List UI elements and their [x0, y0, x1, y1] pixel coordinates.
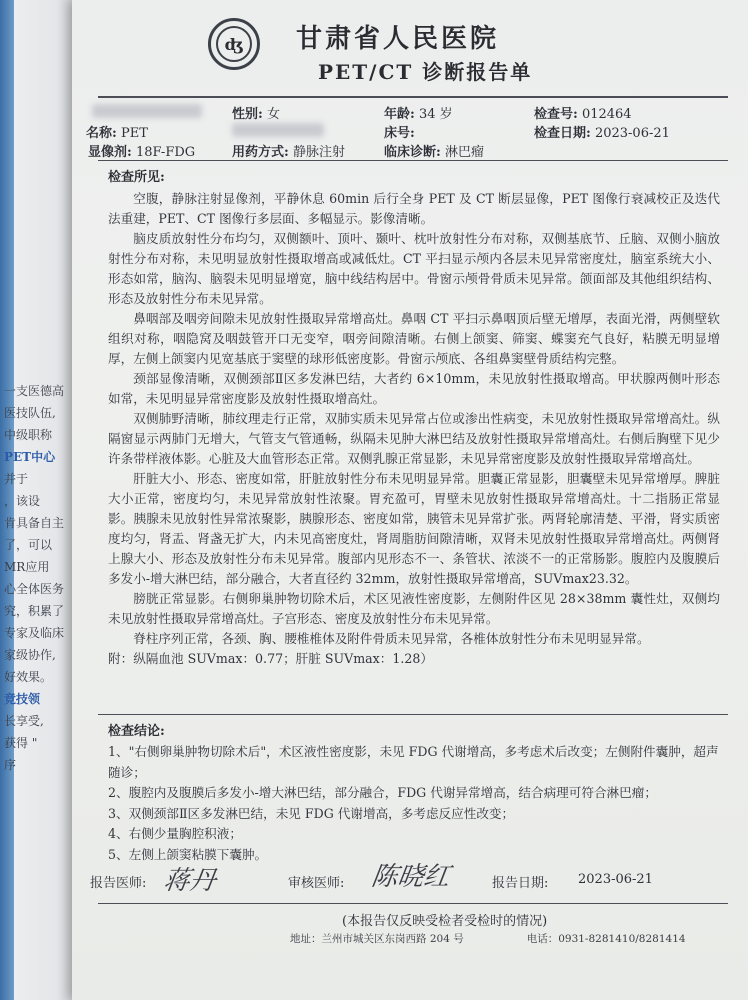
- background-page-text: [0, 380, 80, 776]
- footer-rule: [98, 903, 728, 904]
- exam-type-value: PET: [120, 126, 148, 141]
- gender-value: 女: [266, 107, 280, 122]
- exam-date-value: 2023-06-21: [594, 126, 670, 141]
- report-date-label: 报告日期:: [492, 876, 549, 891]
- bg-fragment: PET中心: [4, 450, 56, 464]
- header-rule: [98, 96, 728, 98]
- age-value: 34 岁: [418, 107, 453, 122]
- bg-fragment: 家级协作,: [4, 648, 56, 662]
- findings-paragraph: 双侧肺野清晰，肺纹理走行正常，双肺实质未见异常占位或渗出性病变，未见放射性摄取异常增高灶。纵隔窗显示两肺门无增大，气管支气管通畅，纵隔未见肿大淋巴结及放射性摄取异常增高灶。右侧后胸壁下见少许条带样液体影。心脏及大血管形态正常。双侧乳腺正常显影，未见异常密度影及放射性摄取异常增高灶。: [108, 411, 720, 466]
- exam-type-label: 名称:: [86, 126, 117, 141]
- report-sheet: [72, 0, 748, 1000]
- exam-no-field: [534, 103, 632, 122]
- findings-heading: 检查所见:: [108, 170, 165, 185]
- age-label: 年龄:: [384, 107, 415, 122]
- conclusion-heading: 检查结论:: [108, 724, 165, 739]
- bg-fragment: 获得 ": [4, 736, 38, 750]
- method-field: [232, 141, 345, 160]
- findings-paragraph: 膀胱正常显影。右侧卵巢肿物切除术后，术区见液性密度影，左侧附件区见 28×38mm 囊性灶，双侧均未见放射性摄取异常增高灶。子宫形态、密度及放射性分布未见异常。: [108, 591, 720, 626]
- hospital-logo-icon: [208, 18, 260, 70]
- bg-fragment: 好效果。: [4, 670, 53, 684]
- exam-type-field: [86, 122, 148, 141]
- logo-inner: ʤ: [216, 26, 252, 62]
- reporter-signature: 蒋丹: [161, 866, 218, 896]
- conclusion-item: 5、左侧上颌窦粘膜下囊肿。: [108, 846, 268, 862]
- method-value: 静脉注射: [292, 145, 345, 160]
- suv-reference: 附：纵隔血池 SUVmax：0.77；肝脏 SUVmax：1.28）: [108, 651, 433, 666]
- bg-fragment: 中级职称: [4, 428, 53, 442]
- conclusion-body: [108, 742, 720, 866]
- findings-paragraph: 空腹，静脉注射显像剂，平静休息 60min 后行全身 PET 及 CT 断层显像，PET 图像行衰减校正及迭代法重建，PET、CT 图像行多层面、多幅显示。影像清晰。: [108, 191, 720, 226]
- bg-fragment: 并于: [4, 472, 29, 486]
- conclusion-item: 3、双侧颈部Ⅱ区多发淋巴结，未见 FDG 代谢增高，多考虑反应性改变；: [108, 805, 515, 821]
- findings-paragraph: 肝脏大小、形态、密度如常，肝脏放射性分布未见明显异常。胆囊正常显影，胆囊壁未见异常增厚。脾脏大小正常，密度均匀，未见异常放射性浓聚。胃充盈可，胃壁未见放射性摄取异常增高灶。十二指肠正常显影。胰腺未见放射性异常浓聚影，胰腺形态、密度如常，胰管未见异常扩张。两肾轮廓清楚、平滑，肾实质密度均匀，肾盂、肾盏无扩大，内未见高密度灶，肾周脂肪间隙清晰，双肾未见放射性摄取异常增高灶。两侧肾上腺大小、形态及放射性分布未见异常。腹部内见形态不一、条管状、浓淡不一的正常肠影。腹腔内及腹膜后多发小-增大淋巴结，部分融合，大者直径约 32mm，放射性摄取异常增高，SUVmax23.32。: [108, 471, 720, 586]
- conclusion-item: 4、右侧少量胸腔积液；: [108, 826, 242, 842]
- bed-label: 床号:: [384, 126, 415, 141]
- gender-field: [232, 103, 280, 122]
- exam-date-label: 检查日期:: [534, 126, 591, 141]
- info-rule: [98, 160, 728, 161]
- bed-field: [384, 122, 415, 141]
- diagnosis-value: 淋巴瘤: [444, 145, 484, 160]
- bg-fragment: 序: [4, 758, 17, 772]
- patient-name-redacted: [92, 103, 202, 118]
- conclusion-item: 2、腹腔内及腹膜后多发小-增大淋巴结，部分融合，FDG 代谢异常增高，结合病理可符合淋巴瘤；: [108, 785, 657, 801]
- findings-paragraph: 鼻咽部及咽旁间隙未见放射性摄取异常增高灶。鼻咽 CT 平扫示鼻咽顶后壁无增厚，表面光滑，两侧壁软组织对称，咽隐窝及咽鼓管开口无变窄，咽旁间隙清晰。右侧上颌窦、筛窦、蝶窦充气良好，粘膜无明显增厚，左侧上颌窦内见宽基底于窦壁的球形低密度影。骨窗示颅底、各组鼻窦壁骨质结构完整。: [108, 311, 720, 366]
- bg-fragment: 医技队伍,: [4, 406, 56, 420]
- diagnosis-label: 临床诊断:: [384, 145, 441, 160]
- findings-paragraph: 脊柱序列正常，各颈、胸、腰椎椎体及附件骨质未见异常，各椎体放射性分布未见明显异常。: [133, 631, 650, 646]
- bg-fragment: 专家及临床: [4, 626, 65, 640]
- redacted-field: [232, 122, 324, 137]
- findings-paragraph: 颈部显像清晰，双侧颈部Ⅱ区多发淋巴结，大者约 6×10mm，未见放射性摄取增高。甲状腺两侧叶形态如常，未见明显异常密度影及放射性摄取增高灶。: [108, 371, 720, 406]
- exam-no-value: 012464: [581, 107, 632, 122]
- conclusion-rule: [98, 714, 728, 715]
- report-title: PET/CT 诊断报告单: [318, 60, 533, 84]
- bg-fragment: 一支医德高: [4, 384, 65, 398]
- tracer-label: 显像剂:: [88, 145, 132, 160]
- bg-fragment: 心全体医务: [4, 582, 65, 596]
- bg-fragment: 了，可以: [4, 538, 53, 552]
- bg-fragment: 肯具备自主: [4, 516, 65, 530]
- findings-body: [108, 189, 720, 669]
- bg-fragment: ，该设: [4, 494, 41, 508]
- findings-paragraph: 脑皮质放射性分布均匀，双侧额叶、顶叶、颞叶、枕叶放射性分布对称，双侧基底节、丘脑、双侧小脑放射性分布对称，未见明显放射性摄取增高或减低灶。CT 平扫显示颅内各层未见异常密度灶，脑室系统大小、形态如常，脑沟、脑裂未见明显增宽，脑中线结构居中。骨窗示颅骨骨质未见异常。颌面部及其他组织结构、形态及放射性分布未见异常。: [108, 231, 720, 306]
- age-field: [384, 103, 453, 122]
- gender-label: 性别:: [232, 107, 263, 122]
- bg-fragment: 竞技领: [4, 692, 41, 706]
- bg-fragment: 长享受,: [4, 714, 44, 728]
- hospital-name: 甘肃省人民医院: [296, 24, 500, 54]
- tracer-value: 18F-FDG: [135, 145, 196, 160]
- exam-no-label: 检查号:: [534, 107, 578, 122]
- method-label: 用药方式:: [232, 145, 289, 160]
- report-date-value: 2023-06-21: [578, 872, 653, 887]
- bg-fragment: 究，积累了: [4, 604, 65, 618]
- exam-date-field: [534, 122, 670, 141]
- reviewer-signature: 陈晓红: [369, 862, 452, 892]
- diagnosis-field: [384, 141, 484, 160]
- conclusion-item: 1、"右侧卵巢肿物切除术后"，术区液性密度影，未见 FDG 代谢增高，多考虑术后改变；左侧附件囊肿，超声随诊；: [108, 744, 719, 780]
- reporter-label: 报告医师:: [90, 876, 147, 891]
- background-book-page: [0, 0, 80, 1000]
- hospital-address: 地址：兰州市城关区东岗西路 204 号 电话：0931-8281410/8281414: [290, 933, 686, 945]
- bg-fragment: MR应用: [4, 560, 50, 574]
- disclaimer-note: (本报告仅反映受检者受检时的情况): [342, 914, 548, 929]
- reviewer-label: 审核医师:: [288, 876, 345, 891]
- tracer-field: [88, 141, 195, 160]
